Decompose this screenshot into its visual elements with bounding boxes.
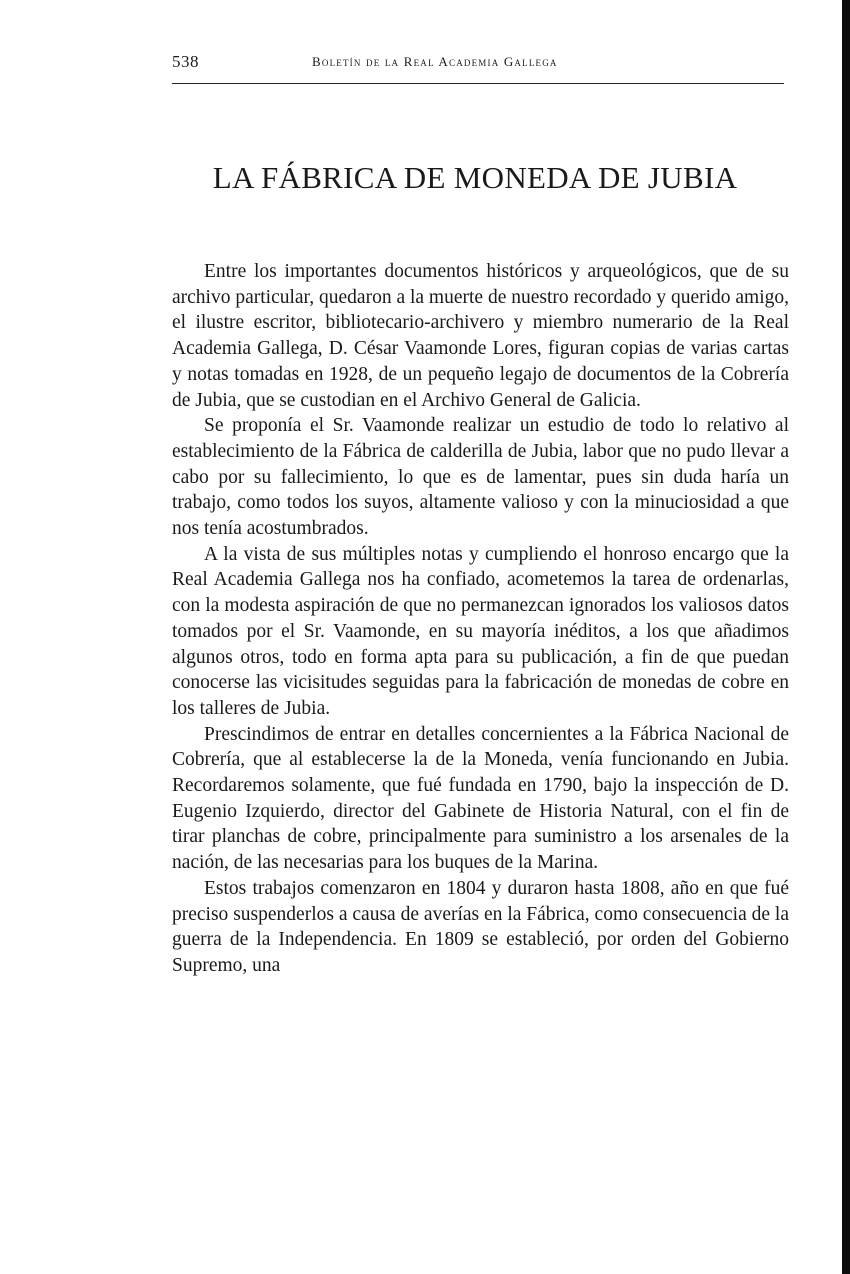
header-rule: [172, 83, 784, 84]
paragraph: Prescindimos de entrar en detalles concernientes a la Fábrica Nacional de Cobrería, que al establecerse la de la Moneda, venía funcionando en Jubia. Recordaremos solamente, que fué fundada en 1790, bajo la inspección de D. Eugenio Izquierdo, director del Gabinete de Historia Natural, con el fin de tirar planchas de cobre, principalmente para suministro a los arsenales de la nación, de las necesarias para los buques de la Marina.: [172, 723, 789, 874]
paragraph: Se proponía el Sr. Vaamonde realizar un estudio de todo lo relativo al establecimiento de la Fábrica de calderilla de Jubia, labor que no pudo llevar a cabo por su fallecimiento, lo que es de lamentar, pues sin duda haría un trabajo, como todos los suyos, altamente valioso y con la minuciosidad a que nos tenía acostumbrados.: [172, 415, 789, 540]
paragraph: Estos trabajos comenzaron en 1804 y duraron hasta 1808, año en que fué preciso suspenderlos a causa de averías en la Fábrica, como consecuencia de la guerra de la Independencia. En 1809 se estableció, por orden del Gobierno Supremo, una: [172, 877, 789, 976]
paragraph: A la vista de sus múltiples notas y cumpliendo el honroso encargo que la Real Academia Gallega nos ha confiado, acometemos la tarea de ordenarlas, con la modesta aspiración de que no permanezcan ignorados los valiosos datos tomados por el Sr. Vaamonde, en su mayoría inéditos, a los que añadimos algunos otros, todo en forma apta para su publicación, a fin de que puedan conocerse las vicisitudes seguidas para la fabricación de monedas de cobre en los talleres de Jubia.: [172, 543, 789, 719]
page-number: 538: [172, 52, 199, 71]
paragraph: Entre los importantes documentos históricos y arqueológicos, que de su archivo particular, quedaron a la muerte de nuestro recordado y querido amigo, el ilustre escritor, bibliotecario-archivero y miembro numerario de la Real Academia Gallega, D. César Vaamonde Lores, figuran copias de varias cartas y notas tomadas en 1928, de un pequeño legajo de documentos de la Cobrería de Jubia, que se custodian en el Archivo General de Galicia.: [172, 261, 790, 411]
article-body: [172, 259, 789, 979]
scan-edge: [842, 0, 850, 1274]
article-title: LA FÁBRICA DE MONEDA DE JUBIA: [212, 160, 738, 195]
running-head: [172, 52, 784, 76]
journal-title: Boletín de la Real Academia Gallega: [312, 54, 558, 69]
